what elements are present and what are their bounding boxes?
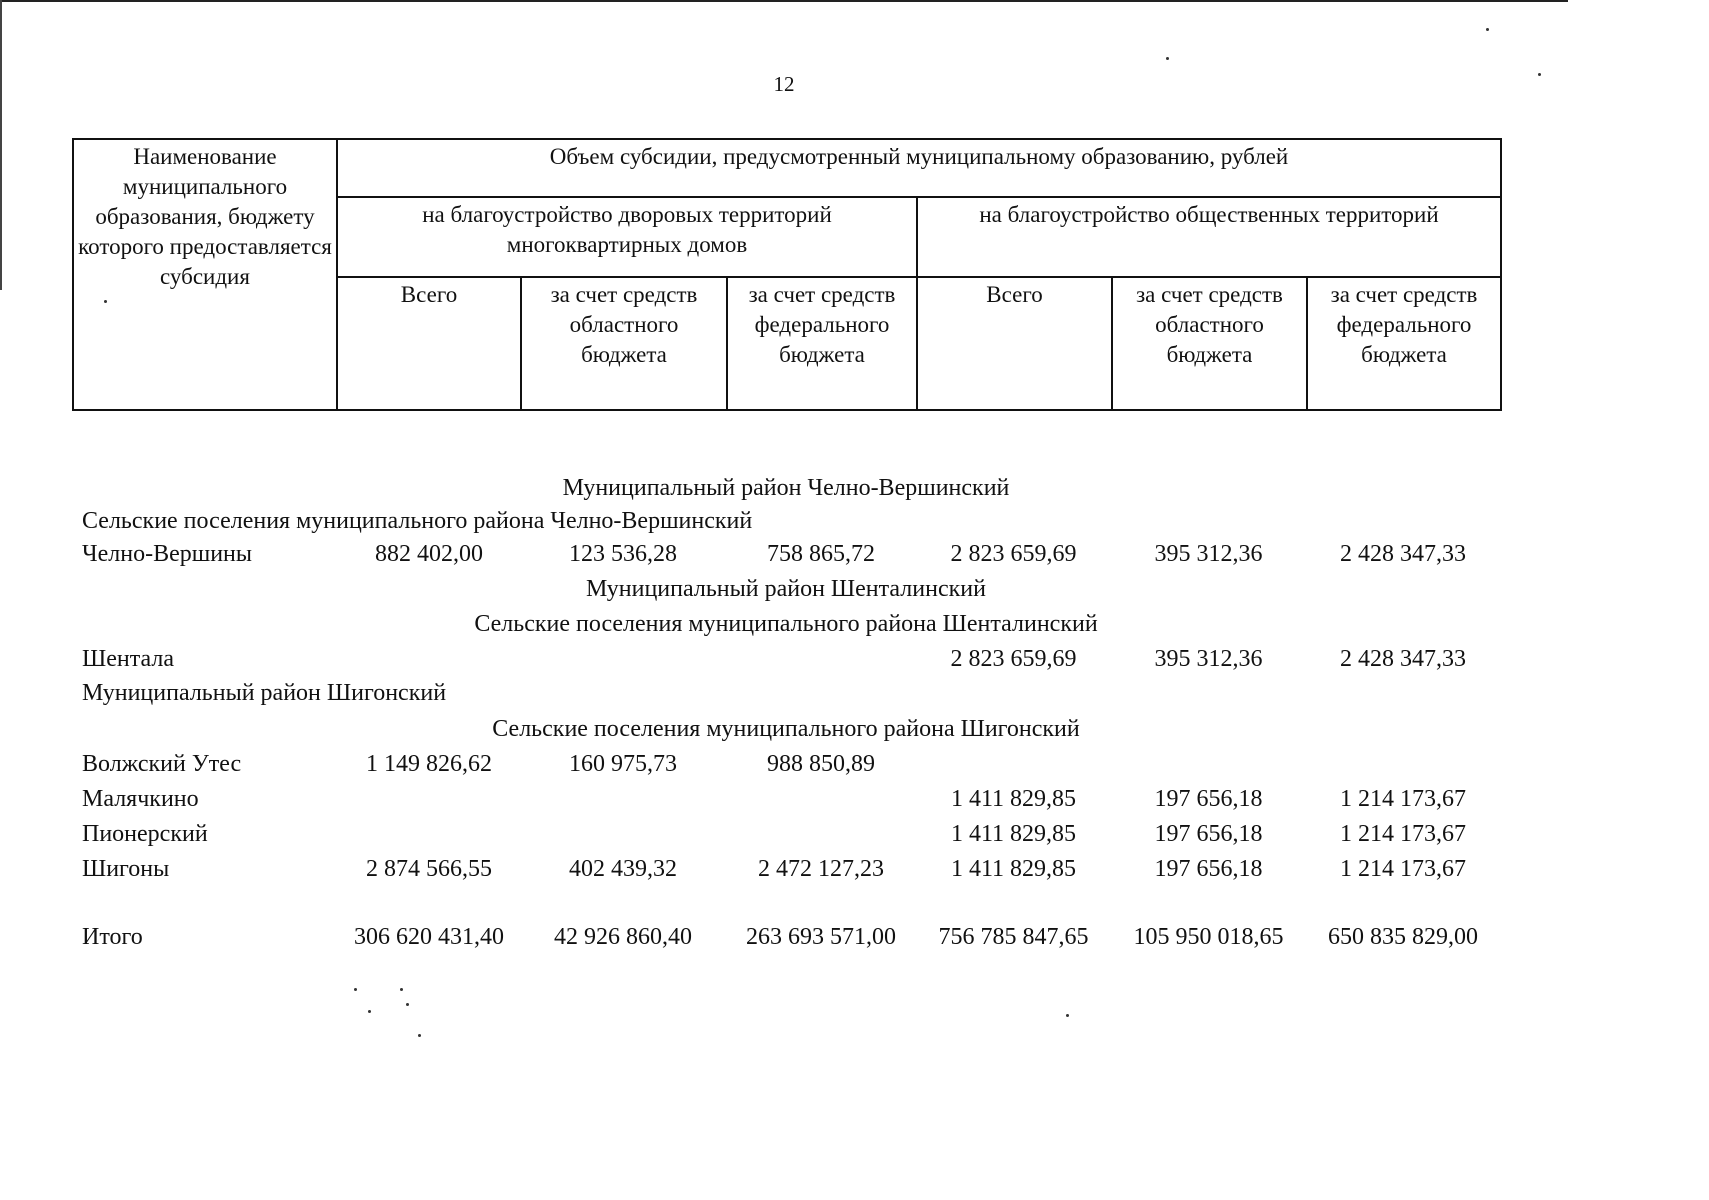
header-col-total-yard: Всего xyxy=(337,277,521,410)
scan-edge-top xyxy=(0,0,1568,2)
cell-federal-public: 650 835 829,00 xyxy=(1328,924,1478,950)
cell-regional-public: 395 312,36 xyxy=(1154,646,1263,672)
table-row xyxy=(0,643,1568,675)
cell-total-public: 2 823 659,69 xyxy=(950,646,1077,672)
cell-regional-yard: 123 536,28 xyxy=(569,541,677,567)
cell-total-yard: 1 149 826,62 xyxy=(366,751,492,777)
scan-speck xyxy=(406,1003,409,1006)
cell-total-public: 1 411 829,85 xyxy=(950,786,1077,812)
cell-total-yard: 306 620 431,40 xyxy=(354,924,504,950)
cell-regional-yard: 42 926 860,40 xyxy=(554,924,692,950)
header-volume-title: Объем субсидии, предусмотренный муниципальному образованию, рублей xyxy=(337,139,1501,197)
header-col-regional-public: за счет средств областного бюджета xyxy=(1112,277,1307,410)
page-number: 12 xyxy=(773,72,795,96)
row-name: Шигоны xyxy=(82,856,170,882)
cell-regional-public: 197 656,18 xyxy=(1154,821,1263,847)
scan-speck xyxy=(418,1034,421,1037)
section-title: Муниципальный район Шигонский xyxy=(82,680,447,706)
cell-regional-yard: 160 975,73 xyxy=(569,751,677,777)
header-col-total-public: Всего xyxy=(917,277,1112,410)
cell-total-public: 756 785 847,65 xyxy=(938,924,1089,950)
cell-federal-public: 1 214 173,67 xyxy=(1340,856,1466,882)
cell-total-public: 2 823 659,69 xyxy=(950,541,1077,567)
row-name: Пионерский xyxy=(82,821,208,847)
total-row xyxy=(0,921,1568,953)
cell-regional-public: 395 312,36 xyxy=(1154,541,1263,567)
cell-federal-yard: 2 472 127,23 xyxy=(758,856,884,882)
header-group-public: на благоустройство общественных территорий xyxy=(917,197,1501,277)
section-title: Сельские поселения муниципального района Шенталинский xyxy=(474,611,1098,637)
cell-federal-yard: 988 850,89 xyxy=(767,751,875,777)
cell-federal-public: 1 214 173,67 xyxy=(1340,821,1466,847)
row-name: Малячкино xyxy=(82,786,199,812)
section-title: Сельские поселения муниципального района Челно-Вершинский xyxy=(82,508,753,534)
row-name: Итого xyxy=(82,924,143,950)
header-name-column: Наименование муниципального образования, бюджету которого предоставляется субсидия xyxy=(73,139,337,410)
cell-regional-public: 197 656,18 xyxy=(1154,786,1263,812)
cell-total-yard: 2 874 566,55 xyxy=(366,856,492,882)
cell-regional-yard: 402 439,32 xyxy=(569,856,677,882)
scan-edge-left xyxy=(0,0,2,290)
row-name: Челно-Вершины xyxy=(82,541,253,567)
scan-speck xyxy=(104,300,107,303)
cell-federal-yard: 263 693 571,00 xyxy=(746,924,896,950)
table-header xyxy=(72,138,1502,411)
cell-federal-public: 2 428 347,33 xyxy=(1340,541,1466,567)
row-name: Волжский Утес xyxy=(82,751,242,777)
table-row xyxy=(0,748,1568,780)
section-title: Сельские поселения муниципального района Шигонский xyxy=(492,716,1080,742)
scan-speck xyxy=(1538,73,1541,76)
scan-speck xyxy=(1066,1014,1069,1017)
scan-speck xyxy=(368,1010,371,1013)
cell-regional-public: 105 950 018,65 xyxy=(1133,924,1284,950)
header-col-regional-yard: за счет средств областного бюджета xyxy=(521,277,727,410)
section-title: Муниципальный район Челно-Вершинский xyxy=(562,475,1010,501)
cell-regional-public: 197 656,18 xyxy=(1154,856,1263,882)
cell-federal-yard: 758 865,72 xyxy=(767,541,875,567)
scan-speck xyxy=(1486,28,1489,31)
header-col-federal-yard: за счет средств федерального бюджета xyxy=(727,277,917,410)
scan-speck xyxy=(400,988,403,991)
row-name: Шентала xyxy=(82,646,174,672)
header-group-yard: на благоустройство дворовых территорий многоквартирных домов xyxy=(337,197,917,277)
table-row xyxy=(0,853,1568,885)
table-row xyxy=(0,783,1568,815)
cell-total-public: 1 411 829,85 xyxy=(950,856,1077,882)
cell-federal-public: 2 428 347,33 xyxy=(1340,646,1466,672)
scan-speck xyxy=(354,988,357,991)
header-col-federal-public: за счет средств федерального бюджета xyxy=(1307,277,1501,410)
table-row xyxy=(0,538,1568,570)
cell-total-yard: 882 402,00 xyxy=(375,541,483,567)
scan-speck xyxy=(1166,57,1169,60)
table-row xyxy=(0,818,1568,850)
cell-federal-public: 1 214 173,67 xyxy=(1340,786,1466,812)
cell-total-public: 1 411 829,85 xyxy=(950,821,1077,847)
section-title: Муниципальный район Шенталинский xyxy=(586,576,986,602)
